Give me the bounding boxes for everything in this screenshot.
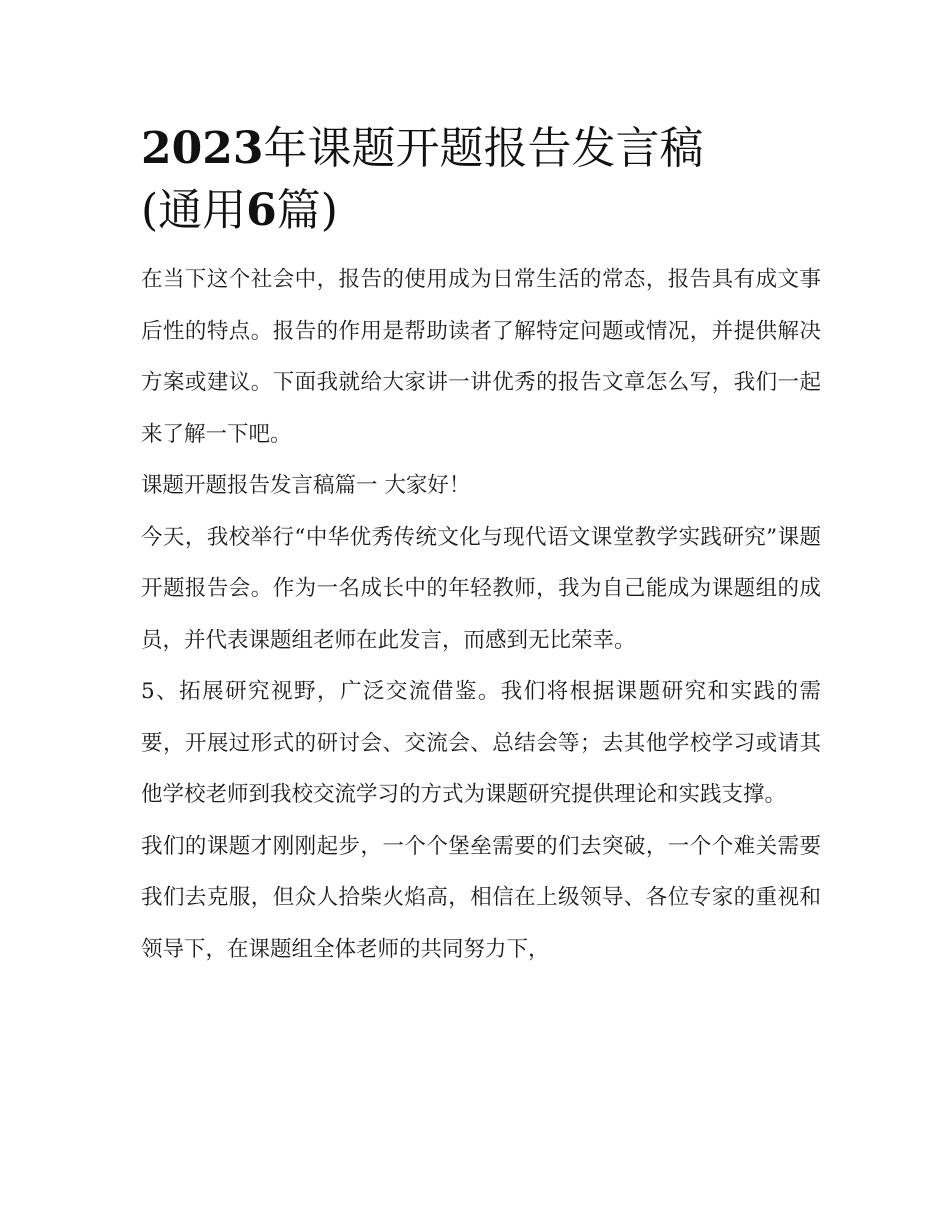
paragraph-closing: 我们的课题才刚刚起步，一个个堡垒需要的们去突破，一个个难关需要我们去克服，但众人拾柴火焰高，相信在上级领导、各位专家的重视和领导下，在课题组全体老师的共同努力下，: [141, 833, 821, 962]
title-year: 2023: [141, 123, 264, 174]
title-subtitle-prefix: (通用: [141, 185, 247, 236]
title-count: 6: [246, 185, 277, 236]
title-main-text: 年课题开题报告发言稿: [263, 123, 704, 174]
paragraph-heading-greeting: 课题开题报告发言稿篇一 大家好！: [141, 473, 471, 498]
title-subtitle-suffix: 篇): [276, 185, 338, 236]
paragraph-item-5: 5、拓展研究视野，广泛交流借鉴。我们将根据课题研究和实践的需要，开展过形式的研讨会、交流会、总结会等；去其他学校学习或请其他学校老师到我校交流学习的方式为课题研究提供理论和实践支撑。: [141, 679, 821, 807]
document-page: [141, 118, 821, 975]
paragraph-intro: 在当下这个社会中，报告的使用成为日常生活的常态，报告具有成文事后性的特点。报告的作用是帮助读者了解特定问题或情况，并提供解决方案或建议。下面我就给大家讲一讲优秀的报告文章怎么写，我们一起来了解一下吧。: [141, 267, 821, 447]
paragraph-opening: 今天，我校举行“中华优秀传统文化与现代语文课堂教学实践研究”课题开题报告会。作为一名成长中的年轻教师，我为自己能成为课题组的成员，并代表课题组老师在此发言，而感到无比荣幸。: [141, 524, 821, 653]
document-body: [141, 254, 821, 975]
document-title: [141, 118, 821, 242]
